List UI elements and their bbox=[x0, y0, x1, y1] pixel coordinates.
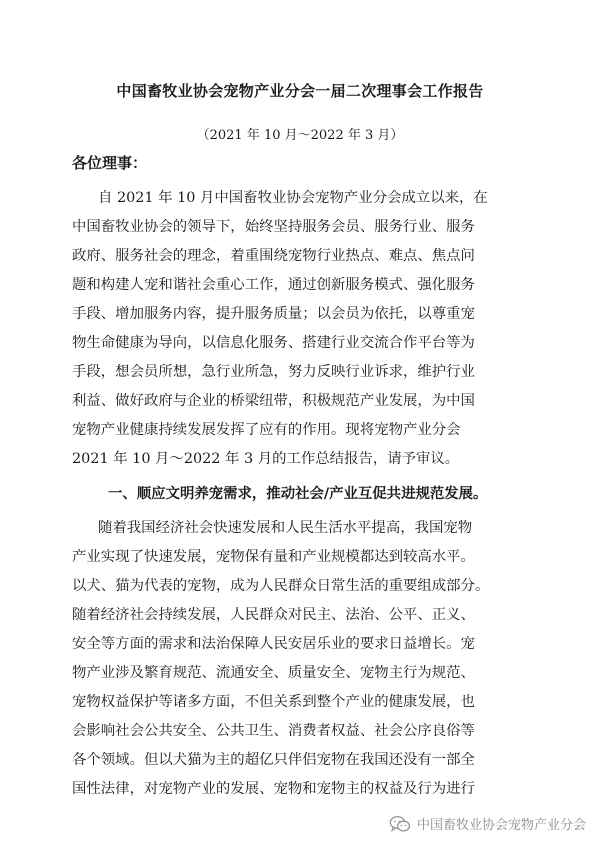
document-title: 中国畜牧业协会宠物产业分会一届二次理事会工作报告 bbox=[116, 82, 484, 100]
paragraph-line: 随着我国经济社会快速发展和人民生活水平提高，我国宠物 bbox=[98, 520, 473, 536]
paragraph-line: 题和构建人宠和谐社会重心工作，通过创新服务模式、强化服务 bbox=[72, 277, 475, 293]
watermark-text: 中国畜牧业协会宠物产业分会 bbox=[416, 818, 586, 833]
paragraph-line: 以犬、猫为代表的宠物，成为人民群众日常生活的重要组成部分。 bbox=[72, 578, 490, 594]
paragraph-line: 产业实现了快速发展，宠物保有量和产业规模都达到较高水平。 bbox=[72, 549, 475, 565]
paragraph-line: 国性法律，对宠物产业的发展、宠物和宠物主的权益及行为进行 bbox=[72, 781, 475, 797]
paragraph-line: 政府、服务社会的理念，着重围绕宠物行业热点、难点、焦点问 bbox=[72, 248, 475, 264]
paragraph-line: 手段、增加服务内容，提升服务质量；以会员为依托，以尊重宠 bbox=[72, 306, 475, 322]
paragraph-line: 安全等方面的需求和法治保障人民安居乐业的要求日益增长。宠 bbox=[72, 636, 475, 652]
paragraph-line: 手段，想会员所想，急行业所急，努力反映行业诉求，维护行业 bbox=[72, 364, 475, 380]
section-heading: 一、顺应文明养宠需求，推动社会/产业互促共进规范发展。 bbox=[108, 486, 488, 502]
paragraph-line: 自 2021 年 10 月中国畜牧业协会宠物产业分会成立以来，在 bbox=[98, 190, 488, 206]
document-date-range: （2021 年 10 月～2022 年 3 月） bbox=[196, 128, 404, 143]
paragraph-line: 会影响社会公共安全、公共卫生、消费者权益、社会公序良俗等 bbox=[72, 723, 475, 739]
paragraph-line: 宠物权益保护等诸多方面，不但关系到整个产业的健康发展，也 bbox=[72, 694, 475, 710]
paragraph-line: 各个领域。但以犬猫为主的超亿只伴侣宠物在我国还没有一部全 bbox=[72, 752, 475, 768]
wechat-icon bbox=[389, 815, 411, 833]
paragraph-line: 随着经济社会持续发展，人民群众对民主、法治、公平、正义、 bbox=[72, 607, 475, 623]
paragraph-line: 中国畜牧业协会的领导下，始终坚持服务会员、服务行业、服务 bbox=[72, 219, 475, 235]
paragraph-line: 宠物产业健康持续发展发挥了应有的作用。现将宠物产业分会 bbox=[72, 422, 461, 438]
paragraph-line: 利益、做好政府与企业的桥梁纽带，积极规范产业发展，为中国 bbox=[72, 393, 475, 409]
paragraph-line: 2021 年 10 月～2022 年 3 月的工作总结报告，请予审议。 bbox=[72, 451, 460, 467]
paragraph-line: 物生命健康为导向，以信息化服务、搭建行业交流合作平台等为 bbox=[72, 335, 475, 351]
paragraph-line: 物产业涉及繁育规范、流通安全、质量安全、宠物主行为规范、 bbox=[72, 665, 475, 681]
greeting: 各位理事： bbox=[72, 154, 148, 172]
watermark bbox=[389, 814, 586, 833]
